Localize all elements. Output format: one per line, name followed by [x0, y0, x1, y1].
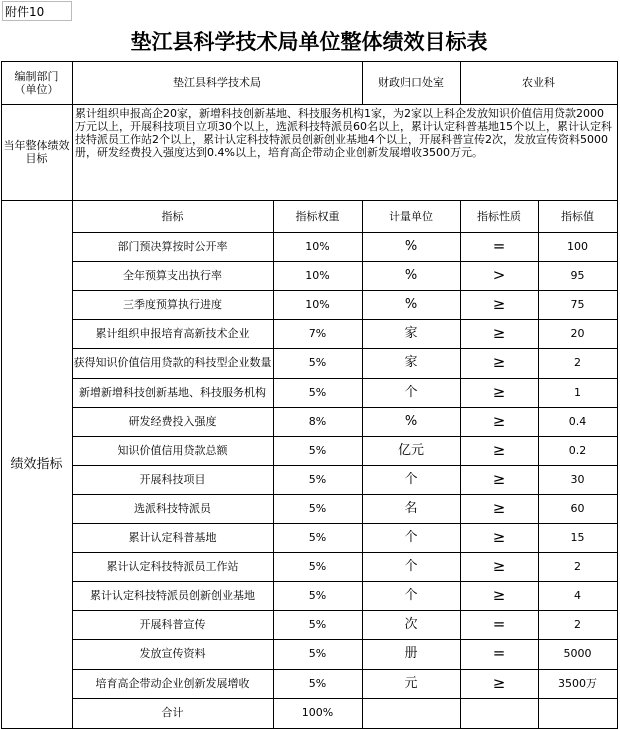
performance-table: [0, 21, 620, 730]
dept-value: 垫江县科学技术局: [173, 76, 261, 89]
row-weight-cell: 5%: [308, 618, 327, 632]
row-name-cell: 开展科普宣传: [139, 618, 206, 632]
col-header-weight: 指标权重: [295, 209, 340, 223]
row-name-cell: 选派科技特派员: [134, 501, 211, 515]
row-unit-cell: 个: [404, 530, 418, 546]
row-weight-cell: 5%: [308, 676, 327, 690]
row-weight-cell: 5%: [308, 385, 327, 399]
row-nature-cell: ≥: [492, 440, 506, 459]
row-nature-cell: =: [492, 644, 506, 663]
grid-line: [72, 465, 618, 466]
grid-line: [1, 200, 618, 201]
row-nature-cell: ≥: [492, 498, 506, 517]
row-value-cell: 0.4: [568, 414, 587, 428]
total-weight: 100%: [301, 706, 334, 720]
row-weight-cell: 5%: [308, 531, 327, 545]
grid-line: [1, 728, 618, 729]
row-name-cell: 开展科技项目: [139, 472, 206, 486]
row-unit-cell: 元: [404, 675, 418, 691]
row-nature-cell: =: [492, 237, 506, 256]
row-name-cell: 累计认定科普基地: [128, 531, 217, 545]
grid-line: [72, 378, 618, 379]
row-name-cell: 新增新增科技创新基地、科技服务机构: [79, 385, 266, 399]
row-value-cell: 20: [570, 327, 585, 341]
office-value: 农业科: [522, 76, 555, 89]
row-value-cell: 3500万: [558, 676, 597, 690]
grid-line: [617, 61, 618, 729]
row-name-cell: 获得知识价值信用贷款的科技型企业数量: [73, 356, 272, 370]
row-nature-cell: ≥: [492, 469, 506, 488]
row-weight-cell: 8%: [308, 414, 327, 428]
row-unit-cell: %: [404, 268, 418, 284]
grid-line: [273, 200, 274, 729]
grid-line: [72, 61, 73, 729]
row-weight-cell: 5%: [308, 356, 327, 370]
col-header-unit: 计量单位: [389, 209, 433, 223]
goal-label: 当年整体绩效目标: [3, 139, 70, 165]
grid-line: [1, 61, 618, 62]
annex-label: 附件10: [2, 1, 72, 21]
row-unit-cell: 个: [404, 471, 418, 487]
row-unit-cell: %: [404, 239, 418, 255]
row-weight-cell: 7%: [308, 327, 327, 341]
col-header-indicator: 指标: [161, 209, 184, 223]
grid-line: [72, 232, 618, 233]
row-value-cell: 15: [570, 531, 585, 545]
row-nature-cell: ≥: [492, 586, 506, 605]
row-value-cell: 4: [574, 589, 581, 603]
row-name-cell: 部门预决算按时公开率: [117, 240, 228, 254]
row-weight-cell: 10%: [305, 240, 330, 254]
row-nature-cell: ≥: [492, 382, 506, 401]
row-nature-cell: ≥: [492, 673, 506, 692]
grid-line: [72, 610, 618, 611]
grid-line: [460, 200, 461, 729]
row-name-cell: 全年预算支出执行率: [123, 269, 222, 283]
row-value-cell: 30: [570, 472, 585, 486]
row-unit-cell: %: [404, 297, 418, 313]
row-nature-cell: ≥: [492, 411, 506, 430]
grid-line: [72, 348, 618, 349]
row-value-cell: 60: [570, 501, 585, 515]
row-name-cell: 累计组织申报培育高新技术企业: [95, 327, 250, 341]
row-weight-cell: 10%: [305, 269, 330, 283]
row-nature-cell: ≥: [492, 528, 506, 547]
row-value-cell: 5000: [563, 647, 592, 661]
grid-line: [72, 669, 618, 670]
row-name-cell: 三季度预算执行进度: [123, 298, 222, 312]
row-value-cell: 95: [570, 269, 585, 283]
row-value-cell: 2: [574, 356, 581, 370]
grid-line: [362, 200, 363, 729]
row-nature-cell: ≥: [492, 324, 506, 343]
row-unit-cell: 册: [404, 646, 418, 662]
row-name-cell: 知识价值信用贷款总额: [117, 443, 228, 457]
row-value-cell: 0.2: [568, 443, 587, 457]
row-name-cell: 累计认定科技特派员工作站: [106, 560, 239, 574]
grid-line: [72, 581, 618, 582]
grid-line: [72, 290, 618, 291]
grid-line: [1, 61, 2, 729]
row-nature-cell: =: [492, 615, 506, 634]
grid-line: [1, 104, 618, 105]
row-nature-cell: ≥: [492, 295, 506, 314]
grid-line: [72, 319, 618, 320]
row-nature-cell: ≥: [492, 353, 506, 372]
row-unit-cell: 家: [404, 355, 418, 371]
row-value-cell: 2: [574, 560, 581, 574]
row-value-cell: 1: [574, 385, 581, 399]
row-weight-cell: 5%: [308, 589, 327, 603]
grid-line: [538, 200, 539, 729]
row-unit-cell: 个: [404, 588, 418, 604]
row-weight-cell: 5%: [308, 560, 327, 574]
row-value-cell: 100: [567, 240, 588, 254]
col-header-value: 指标值: [561, 209, 594, 223]
goal-text: 累计组织申报高企20家，新增科技创新基地、科技服务机构1家，为2家以上科企发放知识价值信用贷款2000万元以上，开展科技项目立项30个以上，选派科技特派员60名以上，累计认定科普基地15个以上，累计认定科技特派员工作站2个以上，累计认定科技特派员创新创业基地4个以上，开展科普宣传2次，发放宣传资料5000册，研发经费投入强度达到0.4%以上，培育高企带动企业创新发展增收3500万元。: [75, 107, 612, 159]
row-unit-cell: 个: [404, 384, 418, 400]
row-unit-cell: 名: [404, 500, 418, 516]
grid-line: [72, 552, 618, 553]
row-unit-cell: 家: [404, 326, 418, 342]
grid-line: [460, 61, 461, 105]
grid-line: [72, 261, 618, 262]
row-unit-cell: 次: [404, 617, 418, 633]
total-label: 合计: [161, 706, 184, 720]
grid-line: [72, 639, 618, 640]
table-title: 垫江县科学技术局单位整体绩效目标表: [130, 28, 488, 54]
row-unit-cell: %: [404, 413, 418, 429]
dept-label: 编制部门 （单位）: [14, 69, 59, 96]
grid-line: [72, 494, 618, 495]
row-name-cell: 累计认定科技特派员创新创业基地: [90, 589, 255, 603]
row-weight-cell: 5%: [308, 501, 327, 515]
row-nature-cell: ≥: [492, 557, 506, 576]
row-weight-cell: 5%: [308, 472, 327, 486]
row-value-cell: 2: [574, 618, 581, 632]
row-weight-cell: 5%: [308, 647, 327, 661]
grid-line: [72, 436, 618, 437]
grid-line: [72, 523, 618, 524]
row-weight-cell: 10%: [305, 298, 330, 312]
perf-indicators-label: 绩效指标: [10, 456, 63, 472]
row-weight-cell: 5%: [308, 443, 327, 457]
grid-line: [362, 61, 363, 105]
row-unit-cell: 个: [404, 559, 418, 575]
office-label: 财政归口处室: [378, 76, 444, 89]
row-name-cell: 研发经费投入强度: [128, 414, 217, 428]
grid-line: [72, 698, 618, 699]
row-nature-cell: >: [492, 266, 506, 285]
row-value-cell: 75: [570, 298, 585, 312]
grid-line: [72, 407, 618, 408]
row-unit-cell: 亿元: [397, 442, 424, 458]
row-name-cell: 培育高企带动企业创新发展增收: [95, 676, 250, 690]
row-name-cell: 发放宣传资料: [139, 647, 206, 661]
col-header-nature: 指标性质: [477, 209, 521, 223]
